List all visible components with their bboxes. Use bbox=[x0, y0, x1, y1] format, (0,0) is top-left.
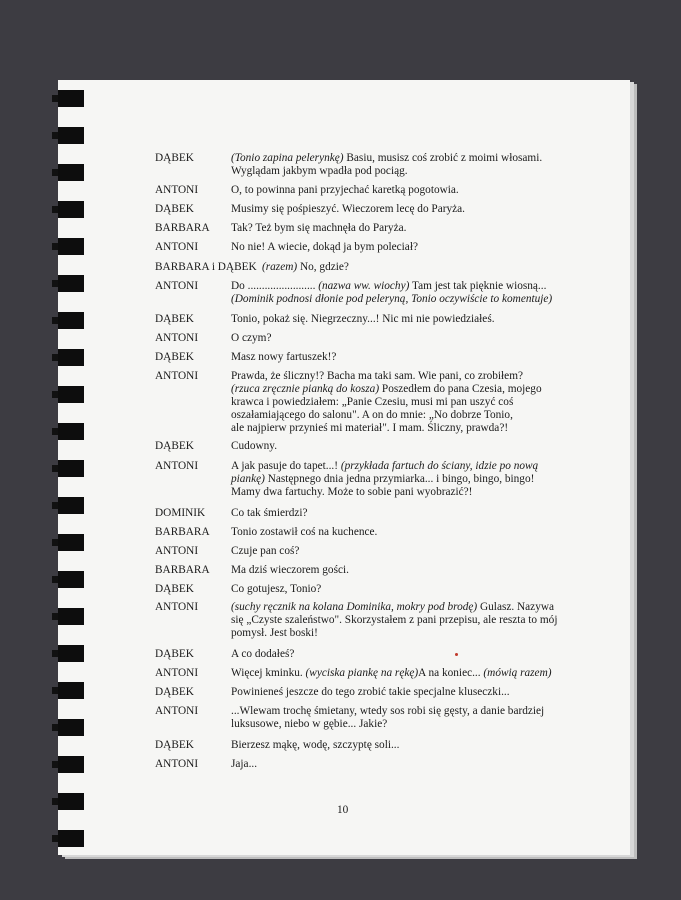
dialogue-line bbox=[231, 222, 406, 235]
spoken-text: O, to powinna pani przyjechać karetką pogotowia. bbox=[231, 184, 459, 196]
dialogue-text bbox=[231, 507, 308, 520]
dialogue-line bbox=[231, 473, 538, 486]
dialogue-line bbox=[231, 739, 399, 752]
spoken-text: Powinieneś jeszcze do tego zrobić takie specjalne kluseczki... bbox=[231, 686, 510, 698]
spoken-text: oszałamiającego do salonu". A on do mnie: „No dobrze Tonio, bbox=[231, 409, 513, 421]
speaker-name: BARBARA i DĄBEK bbox=[155, 261, 257, 273]
spoken-text: Gulasz. Nazywa bbox=[477, 601, 555, 613]
speaker-name: DĄBEK bbox=[155, 440, 194, 452]
dialogue-text bbox=[231, 280, 552, 306]
speaker-name: DĄBEK bbox=[155, 739, 194, 751]
dialogue-line bbox=[231, 280, 552, 293]
dialogue-line bbox=[231, 627, 557, 640]
speaker-name: ANTONI bbox=[155, 184, 199, 196]
dialogue-line bbox=[262, 261, 349, 274]
speaker-name: ANTONI bbox=[155, 758, 199, 770]
spoken-text: luksusowe, niebo w gębie... Jakie? bbox=[231, 718, 388, 730]
spoken-text: Do ........................ bbox=[231, 280, 319, 292]
speaker-name: ANTONI bbox=[155, 370, 199, 382]
dialogue-line bbox=[231, 460, 538, 473]
dialogue-line bbox=[231, 667, 552, 680]
spoken-text: ale najpierw przynieś mi materiał". I mam. Śliczny, prawda?! bbox=[231, 422, 509, 434]
dialogue-line bbox=[231, 648, 294, 661]
binding-ring bbox=[58, 756, 84, 773]
dialogue-text bbox=[231, 241, 418, 254]
binding-ring bbox=[58, 90, 84, 107]
dialogue-text bbox=[231, 667, 552, 680]
spoken-text: ...Wlewam trochę śmietany, wtedy sos robi się gęsty, a danie bardziej bbox=[231, 705, 545, 717]
spoken-text: pomysł. Jest boski! bbox=[231, 627, 318, 639]
dialogue-text bbox=[231, 758, 257, 771]
dialogue-text bbox=[231, 564, 349, 577]
spoken-text: A na koniec... bbox=[418, 667, 484, 679]
binding-ring bbox=[58, 423, 84, 440]
spoken-text: Wyglądam jakbym wpadła pod pociąg. bbox=[231, 165, 408, 177]
binding-ring bbox=[58, 682, 84, 699]
binding-ring bbox=[58, 238, 84, 255]
speaker-name: ANTONI bbox=[155, 601, 199, 613]
binding-ring bbox=[58, 349, 84, 366]
dialogue-text bbox=[231, 440, 277, 453]
speaker-name: BARBARA bbox=[155, 564, 210, 576]
dialogue-line bbox=[231, 564, 349, 577]
speaker-name: DĄBEK bbox=[155, 203, 194, 215]
dialogue-line bbox=[231, 351, 336, 364]
ink-dot bbox=[455, 653, 458, 656]
stage-direction: (mówią razem) bbox=[483, 667, 552, 679]
binding-ring bbox=[58, 608, 84, 625]
spoken-text: Co tak śmierdzi? bbox=[231, 507, 308, 519]
spiral-binding bbox=[52, 80, 86, 855]
speaker-name: ANTONI bbox=[155, 667, 199, 679]
dialogue-text bbox=[231, 583, 321, 596]
dialogue-text bbox=[231, 601, 557, 640]
spoken-text: Więcej kminku. bbox=[231, 667, 306, 679]
dialogue-text bbox=[231, 203, 465, 216]
spoken-text: Prawda, że śliczny!? Bacha ma taki sam. Wie pani, co zrobiłem? bbox=[231, 370, 523, 382]
dialogue-text bbox=[231, 313, 495, 326]
dialogue-text bbox=[231, 526, 377, 539]
spoken-text: Co gotujesz, Tonio? bbox=[231, 583, 322, 595]
dialogue-line bbox=[231, 758, 257, 771]
spoken-text: krawca i powiedziałem: „Panie Czesiu, musi mi pan uszyć coś bbox=[231, 396, 514, 408]
spoken-text: Cudowny. bbox=[231, 440, 278, 452]
spoken-text: Poszedłem do pana Czesia, mojego bbox=[379, 383, 542, 395]
dialogue-text bbox=[231, 351, 336, 364]
spoken-text: Ma dziś wieczorem gości. bbox=[231, 564, 349, 576]
binding-ring bbox=[58, 460, 84, 477]
dialogue-line bbox=[231, 152, 542, 165]
dialogue-line bbox=[231, 526, 377, 539]
dialogue-line bbox=[231, 332, 271, 345]
binding-ring bbox=[58, 386, 84, 403]
speaker-name: DĄBEK bbox=[155, 583, 194, 595]
dialogue-line bbox=[231, 601, 557, 614]
spoken-text: A co dodałeś? bbox=[231, 648, 295, 660]
binding-ring bbox=[58, 830, 84, 847]
spoken-text: Musimy się pośpieszyć. Wieczorem lecę do Paryża. bbox=[231, 203, 465, 215]
binding-ring bbox=[58, 793, 84, 810]
spoken-text: Tam jest tak pięknie wiosną... bbox=[409, 280, 547, 292]
spoken-text: Czuje pan coś? bbox=[231, 545, 300, 557]
binding-ring bbox=[58, 719, 84, 736]
spoken-text: O czym? bbox=[231, 332, 272, 344]
speaker-name: DĄBEK bbox=[155, 313, 194, 325]
binding-ring bbox=[58, 645, 84, 662]
dialogue-line bbox=[231, 293, 552, 306]
dialogue-text bbox=[231, 222, 406, 235]
spoken-text: Jaja... bbox=[231, 758, 258, 770]
binding-ring bbox=[58, 497, 84, 514]
dialogue-text bbox=[231, 739, 399, 752]
dialogue-line bbox=[231, 583, 321, 596]
spoken-text: Bierzesz mąkę, wodę, szczyptę soli... bbox=[231, 739, 400, 751]
dialogue-line bbox=[231, 313, 495, 326]
dialogue-line bbox=[231, 486, 538, 499]
stage-direction: (rzuca zręcznie pianką do kosza) bbox=[231, 383, 380, 395]
stage-direction: (razem) bbox=[262, 261, 298, 273]
stage-direction: (przykłada fartuch do ściany, idzie po nową bbox=[340, 460, 539, 472]
spoken-text: No nie! A wiecie, dokąd ja bym poleciał? bbox=[231, 241, 418, 253]
binding-ring bbox=[58, 275, 84, 292]
speaker-name: ANTONI bbox=[155, 280, 199, 292]
dialogue-line bbox=[231, 165, 542, 178]
spoken-text: Tak? Też bym się machnęła do Paryża. bbox=[231, 222, 407, 234]
dialogue-line bbox=[231, 370, 542, 383]
binding-ring bbox=[58, 571, 84, 588]
stage-direction: (Tonio zapina pelerynkę) bbox=[231, 152, 344, 164]
spoken-text: się „Czyste szaleństwo". Skorzystałem z pani przepisu, ale reszta to mój bbox=[231, 614, 558, 626]
dialogue-line bbox=[231, 184, 459, 197]
dialogue-text bbox=[231, 184, 459, 197]
dialogue-text bbox=[231, 460, 538, 499]
dialogue-line bbox=[231, 614, 557, 627]
dialogue-line bbox=[231, 422, 542, 435]
dialogue-text bbox=[231, 545, 299, 558]
dialogue-line bbox=[231, 203, 465, 216]
speaker-name: BARBARA bbox=[155, 222, 210, 234]
spoken-text: No, gdzie? bbox=[297, 261, 349, 273]
speaker-name: BARBARA bbox=[155, 526, 210, 538]
dialogue-text bbox=[262, 261, 349, 274]
stage-direction: (wyciska piankę na rękę) bbox=[305, 667, 419, 679]
speaker-name: DĄBEK bbox=[155, 648, 194, 660]
dialogue-text bbox=[231, 152, 542, 178]
speaker-name: ANTONI bbox=[155, 705, 199, 717]
dialogue-line bbox=[231, 409, 542, 422]
spoken-text: Masz nowy fartuszek!? bbox=[231, 351, 337, 363]
spoken-text: A jak pasuje do tapet...! bbox=[231, 460, 341, 472]
dialogue-line bbox=[231, 241, 418, 254]
dialogue-line bbox=[231, 507, 308, 520]
dialogue-line bbox=[231, 686, 510, 699]
stage-direction: (suchy ręcznik na kolana Dominika, mokry pod brodę) bbox=[231, 601, 478, 613]
dialogue-text bbox=[231, 705, 544, 731]
binding-ring bbox=[58, 534, 84, 551]
page-number: 10 bbox=[337, 804, 349, 816]
dialogue-line bbox=[231, 383, 542, 396]
dialogue-text bbox=[231, 648, 294, 661]
dialogue-line bbox=[231, 718, 544, 731]
speaker-name: ANTONI bbox=[155, 545, 199, 557]
binding-ring bbox=[58, 164, 84, 181]
speaker-name: ANTONI bbox=[155, 460, 199, 472]
dialogue-text bbox=[231, 370, 542, 435]
dialogue-line bbox=[231, 545, 299, 558]
spoken-text: Następnego dnia jedna przymiarka... i bingo, bingo, bingo! bbox=[264, 473, 535, 485]
binding-ring bbox=[58, 127, 84, 144]
binding-ring bbox=[58, 201, 84, 218]
speaker-name: ANTONI bbox=[155, 332, 199, 344]
dialogue-text bbox=[231, 686, 510, 699]
speaker-name: DOMINIK bbox=[155, 507, 206, 519]
binding-ring bbox=[58, 312, 84, 329]
speaker-name: DĄBEK bbox=[155, 152, 194, 164]
spoken-text: Basiu, musisz coś zrobić z moimi włosami. bbox=[343, 152, 543, 164]
dialogue-line bbox=[231, 396, 542, 409]
speaker-name: ANTONI bbox=[155, 241, 199, 253]
spoken-text: Tonio, pokaż się. Niegrzeczny...! Nic mi nie powiedziałeś. bbox=[231, 313, 495, 325]
dialogue-line bbox=[231, 705, 544, 718]
spoken-text: Tonio zostawił coś na kuchence. bbox=[231, 526, 378, 538]
spoken-text: Mamy dwa fartuchy. Może to sobie pani wyobrazić?! bbox=[231, 486, 473, 498]
dialogue-line bbox=[231, 440, 277, 453]
stage-direction: (nazwa ww. wiochy) bbox=[318, 280, 410, 292]
speaker-name: DĄBEK bbox=[155, 686, 194, 698]
speaker-name: DĄBEK bbox=[155, 351, 194, 363]
stage-direction: (Dominik podnosi dłonie pod peleryną, Tonio oczywiście to komentuje) bbox=[231, 293, 553, 305]
dialogue-text bbox=[231, 332, 271, 345]
stage-direction: piankę) bbox=[231, 473, 265, 485]
